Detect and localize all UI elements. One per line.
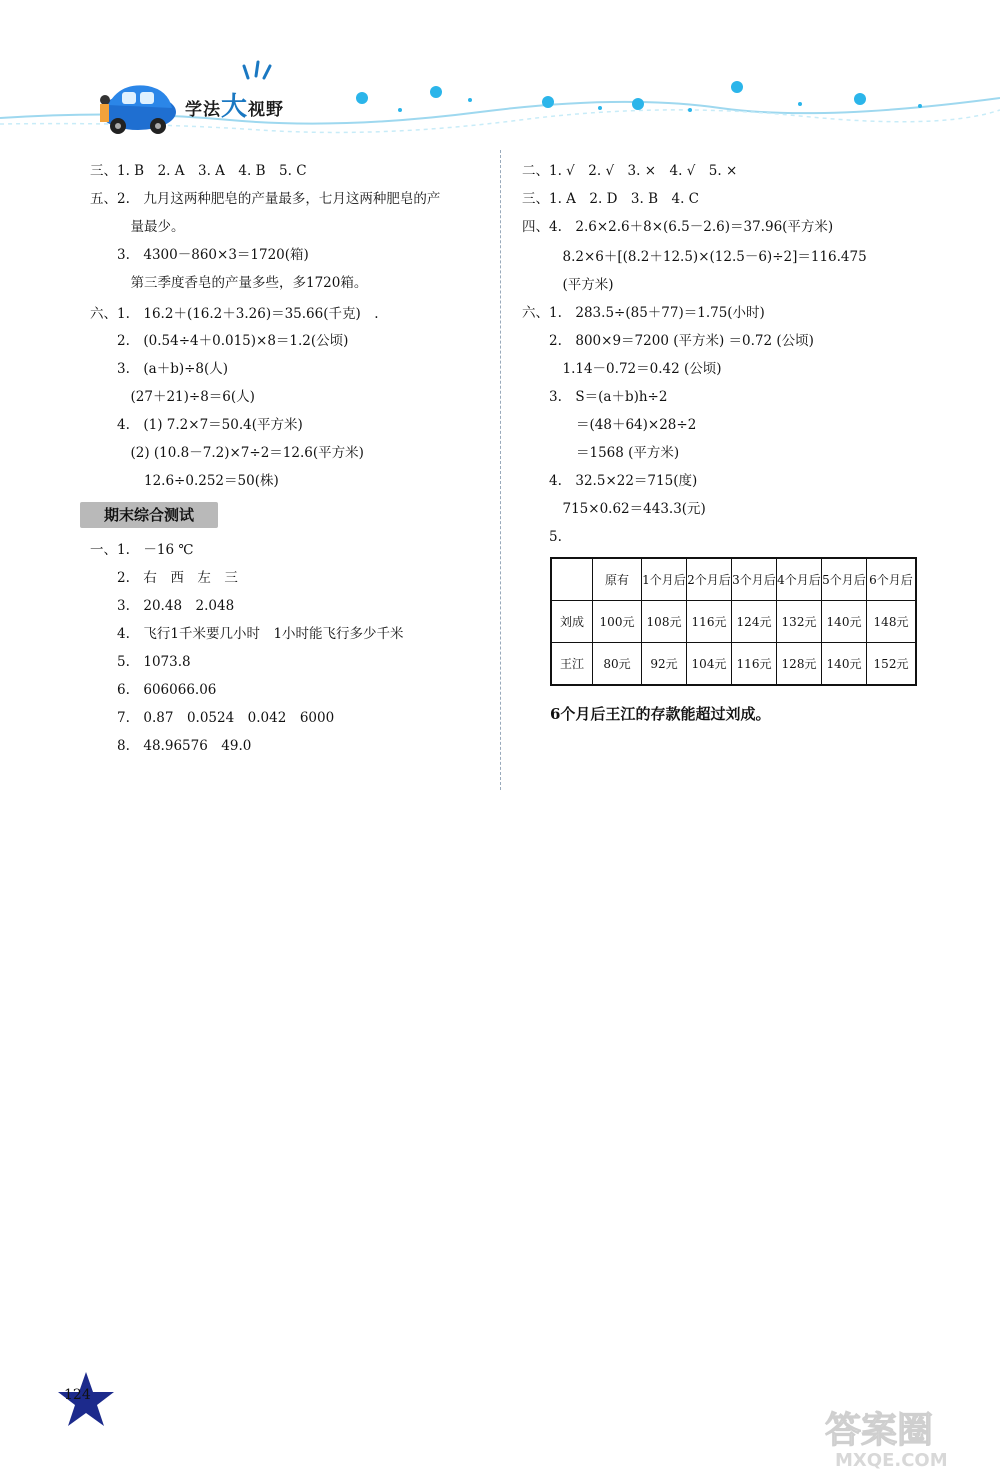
table-cell: 152元 [867, 643, 917, 686]
answer-line: 第三季度香皂的产量多些，多1720箱。 [90, 275, 368, 291]
answer-line: 8. 48.96576 49.0 [90, 738, 252, 754]
table-row [551, 601, 916, 643]
table-cell: 108元 [642, 601, 687, 643]
section-title: 期末综合测试 [80, 502, 218, 528]
table-cell: 100元 [593, 601, 642, 643]
answer-line: 二、1. √ 2. √ 3. × 4. √ 5. × [522, 163, 738, 179]
table-cell: 王江 [551, 643, 593, 686]
answer-line: (27＋21)÷8＝6(人) [90, 389, 255, 405]
watermark-logo [815, 1400, 995, 1470]
car-icon [100, 85, 176, 134]
table-cell: 92元 [642, 643, 687, 686]
table-cell: 128元 [777, 643, 822, 686]
answer-line: 2. 右 西 左 三 [90, 570, 238, 586]
savings-table [550, 557, 917, 686]
table-header-cell: 2个月后 [687, 558, 732, 601]
logo-pre: 学法 [185, 100, 221, 120]
page-number: 124 [64, 1387, 91, 1403]
answer-line: 5. 1073.8 [90, 654, 191, 670]
answer-line: 8.2×6＋[(8.2＋12.5)×(12.5－6)÷2]＝116.475 [522, 249, 867, 265]
answer-line: 4. 飞行1千米要几小时 1小时能飞行多少千米 [90, 626, 404, 642]
table-header-cell [551, 558, 593, 601]
answer-line: 六、1. 283.5÷(85＋77)＝1.75(小时) [522, 305, 765, 321]
table-header-cell: 4个月后 [777, 558, 822, 601]
answer-line: 一、1. －16 ℃ [90, 542, 194, 558]
table-header-cell: 6个月后 [867, 558, 917, 601]
answer-line: 三、1. B 2. A 3. A 4. B 5. C [90, 163, 307, 179]
table-header-row [551, 558, 916, 601]
answer-line: 4. (1) 7.2×7＝50.4(平方米) [90, 417, 303, 433]
answer-line: 3. (a＋b)÷8(人) [90, 361, 229, 377]
table-cell: 132元 [777, 601, 822, 643]
answer-line: 715×0.62＝443.3(元) [522, 501, 706, 517]
table-cell: 80元 [593, 643, 642, 686]
answer-line: 3. 20.48 2.048 [90, 598, 235, 614]
table-cell: 148元 [867, 601, 917, 643]
column-divider [500, 150, 501, 790]
table-cell: 124元 [732, 601, 777, 643]
answer-line: 12.6÷0.252＝50(株) [90, 473, 279, 489]
answer-line: 三、1. A 2. D 3. B 4. C [522, 191, 700, 207]
logo-title [185, 86, 284, 123]
answer-line: 四、4. 2.6×2.6＋8×(6.5－2.6)＝37.96(平方米) [522, 219, 834, 235]
table-cell: 104元 [687, 643, 732, 686]
svg-text:答案圈: 答案圈 [825, 1410, 934, 1451]
answer-line: 6. 606066.06 [90, 682, 217, 698]
answer-line: 5. [522, 529, 562, 545]
table-header-cell: 原有 [593, 558, 642, 601]
answer-line: ＝1568 (平方米) [522, 445, 680, 461]
table-cell: 140元 [822, 601, 867, 643]
answer-line: 1.14－0.72＝0.42 (公顷) [522, 361, 722, 377]
conclusion-note: 6个月后王江的存款能超过刘成。 [550, 705, 771, 723]
svg-text:MXQE.COM: MXQE.COM [835, 1450, 948, 1470]
logo-big: 大 [221, 92, 249, 122]
answer-line: 六、1. 16.2＋(16.2＋3.26)＝35.66(千克) . [90, 306, 379, 322]
table-cell: 刘成 [551, 601, 593, 643]
header-decoration [0, 60, 1000, 140]
answer-line: (2) (10.8－7.2)×7÷2＝12.6(平方米) [90, 445, 364, 461]
answer-line: 2. 800×9＝7200 (平方米) ＝0.72 (公顷) [522, 333, 814, 349]
answer-line: 3. 4300－860×3＝1720(箱) [90, 247, 309, 263]
table-cell: 116元 [732, 643, 777, 686]
table-header-cell: 1个月后 [642, 558, 687, 601]
logo-post: 视野 [248, 100, 285, 120]
answer-line: 2. (0.54÷4＋0.015)×8＝1.2(公顷) [90, 333, 349, 349]
answer-line: 7. 0.87 0.0524 0.042 6000 [90, 710, 335, 726]
answer-line: 4. 32.5×22＝715(度) [522, 473, 698, 489]
answer-line: 五、2. 九月这两种肥皂的产量最多，七月这两种肥皂的产 [90, 191, 441, 207]
table-header-cell: 3个月后 [732, 558, 777, 601]
table-header-cell: 5个月后 [822, 558, 867, 601]
answer-line: (平方米) [522, 277, 614, 293]
table-cell: 140元 [822, 643, 867, 686]
answer-line: 量最少。 [90, 219, 185, 235]
answer-line: ＝(48＋64)×28÷2 [522, 417, 697, 433]
answer-line: 3. S＝(a＋b)h÷2 [522, 389, 668, 405]
table-cell: 116元 [687, 601, 732, 643]
table-row [551, 643, 916, 686]
